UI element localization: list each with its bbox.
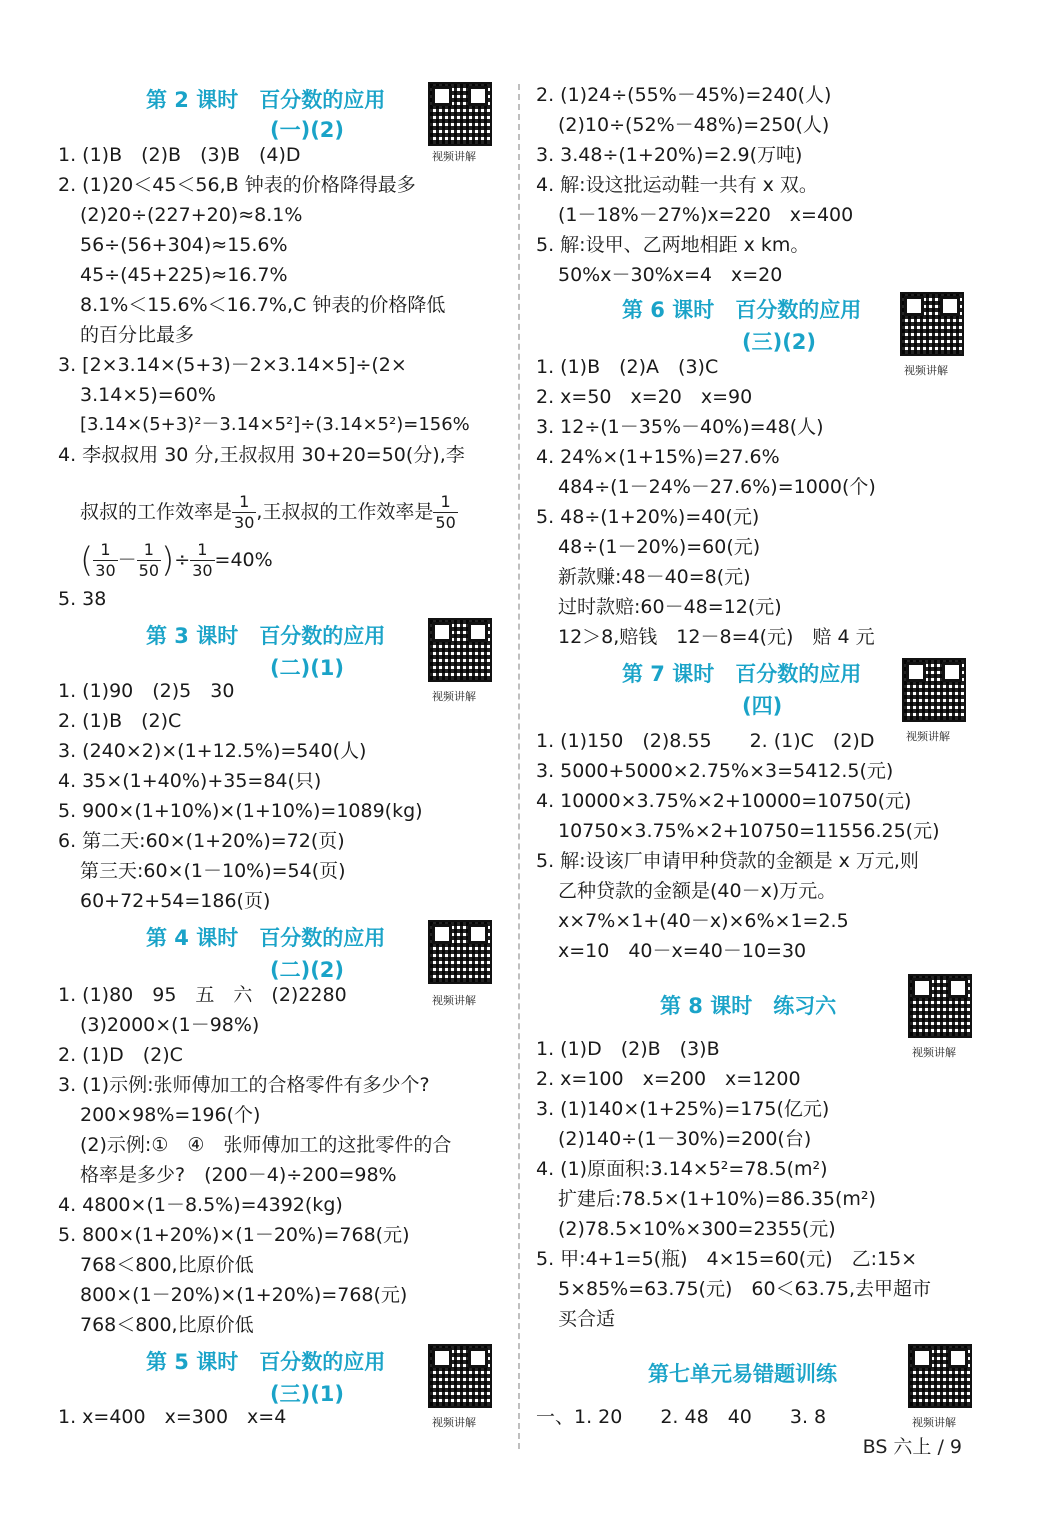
section-subtitle: (二)(2) — [270, 958, 345, 982]
answer-line: 5×85%=63.75(元) 60＜63.75,去甲超市 — [558, 1278, 931, 1300]
answer-line: (1－18%－27%)x=220 x=400 — [558, 204, 854, 226]
answer-line: 1. (1)D (2)B (3)B — [536, 1038, 720, 1060]
answer-text: ,王叔叔的工作效率是 — [256, 501, 434, 523]
section-title: 第七单元易错题训练 — [648, 1362, 837, 1386]
fraction-expression: ( $\frac{1}{30}$ － $\frac{1}{50}$ )÷ $\frac{1}{30}$ =40% — [80, 540, 273, 581]
answer-line: 乙种贷款的金额是(40－x)万元。 — [558, 880, 837, 902]
answer-line: 过时款赔:60－48=12(元) — [558, 596, 782, 618]
answer-line: 12＞8,赔钱 12－8=4(元) 赔 4 元 — [558, 626, 875, 648]
answer-line: (3)2000×(1－98%) — [80, 1014, 260, 1036]
qr-code[interactable] — [428, 618, 492, 682]
fraction: $\frac{1}{30}$ — [234, 492, 255, 532]
qr-code[interactable] — [902, 658, 966, 722]
answer-line: 4. 4800×(1－8.5%)=4392(kg) — [58, 1194, 343, 1216]
section-subtitle: (二)(1) — [270, 656, 345, 680]
answer-line: 45÷(45+225)≈16.7% — [80, 264, 288, 286]
answer-line: 1. (1)80 95 五 六 (2)2280 — [58, 984, 347, 1006]
answer-line: 200×98%=196(个) — [80, 1104, 261, 1126]
answer-line: x=10 40－x=40－10=30 — [558, 940, 807, 962]
answer-line: 4. 35×(1+40%)+35=84(只) — [58, 770, 322, 792]
answer-line: 一、1. 20 2. 48 40 3. 8 — [536, 1406, 827, 1428]
answer-line: 3. (1)140×(1+25%)=175(亿元) — [536, 1098, 830, 1120]
answer-line: 8.1%＜15.6%＜16.7%,C 钟表的价格降低 — [80, 294, 446, 316]
answer-line: 3. 3.48÷(1+20%)=2.9(万吨) — [536, 144, 803, 166]
answer-line: 3. 5000+5000×2.75%×3=5412.5(元) — [536, 760, 894, 782]
answer-line: 3. (240×2)×(1+12.5%)=540(人) — [58, 740, 367, 762]
answer-line: 新款赚:48－40=8(元) — [558, 566, 751, 588]
answer-line: 5. 900×(1+10%)×(1+10%)=1089(kg) — [58, 800, 423, 822]
answer-line: 768＜800,比原价低 — [80, 1314, 254, 1336]
answer-line: 1. (1)B (2)B (3)B (4)D — [58, 144, 301, 166]
answer-line: (2)20÷(227+20)≈8.1% — [80, 204, 303, 226]
answer-line: 5. 解:设该厂申请甲种贷款的金额是 x 万元,则 — [536, 850, 919, 872]
answer-line: 1. (1)B (2)A (3)C — [536, 356, 719, 378]
answer-text: =40% — [214, 549, 273, 571]
answer-line: 格率是多少? (200－4)÷200=98% — [80, 1164, 397, 1186]
answer-line: 2. (1)20＜45＜56,B 钟表的价格降得最多 — [58, 174, 416, 196]
answer-line: 4. 24%×(1+15%)=27.6% — [536, 446, 780, 468]
answer-line: 10750×3.75%×2+10750=11556.25(元) — [558, 820, 940, 842]
qr-label: 视频讲解 — [432, 1416, 476, 1429]
answer-line: 2. x=100 x=200 x=1200 — [536, 1068, 801, 1090]
qr-label: 视频讲解 — [906, 730, 950, 743]
answer-line: 扩建后:78.5×(1+10%)=86.35(m²) — [558, 1188, 876, 1210]
section-title: 第 2 课时 百分数的应用 — [146, 88, 386, 112]
qr-code[interactable] — [908, 1344, 972, 1408]
answer-line: 800×(1－20%)×(1+20%)=768(元) — [80, 1284, 408, 1306]
answer-line: 1. x=400 x=300 x=4 — [58, 1406, 287, 1428]
answer-line: 买合适 — [558, 1308, 616, 1330]
qr-label: 视频讲解 — [912, 1046, 956, 1059]
qr-label: 视频讲解 — [432, 690, 476, 703]
qr-label: 视频讲解 — [432, 150, 476, 163]
answer-line: x×7%×1+(40－x)×6%×1=2.5 — [558, 910, 849, 932]
answer-line: 4. 10000×3.75%×2+10000=10750(元) — [536, 790, 912, 812]
answer-line: 6. 第二天:60×(1+20%)=72(页) — [58, 830, 345, 852]
answer-line: 2. x=50 x=20 x=90 — [536, 386, 753, 408]
section-title: 第 6 课时 百分数的应用 — [622, 298, 862, 322]
answer-line: 的百分比最多 — [80, 324, 195, 346]
qr-code[interactable] — [428, 920, 492, 984]
qr-label: 视频讲解 — [912, 1416, 956, 1429]
section-subtitle: (三)(2) — [742, 330, 817, 354]
answer-line: [3.14×(5+3)²－3.14×5²]÷(3.14×5²)=156% — [80, 414, 470, 435]
answer-line: 768＜800,比原价低 — [80, 1254, 254, 1276]
answer-line: 第三天:60×(1－10%)=54(页) — [80, 860, 346, 882]
answer-line: 4. (1)原面积:3.14×5²=78.5(m²) — [536, 1158, 828, 1180]
answer-line: 60+72+54=186(页) — [80, 890, 271, 912]
column-divider — [518, 84, 520, 1449]
answer-line: 2. (1)B (2)C — [58, 710, 182, 732]
qr-code[interactable] — [428, 1344, 492, 1408]
answer-line: (2)78.5×10%×300=2355(元) — [558, 1218, 836, 1240]
answer-line: (2)10÷(52%－48%)=250(人) — [558, 114, 830, 136]
qr-label: 视频讲解 — [432, 994, 476, 1007]
answer-line: 5. 800×(1+20%)×(1－20%)=768(元) — [58, 1224, 410, 1246]
answer-line: 5. 38 — [58, 588, 107, 610]
answer-line: 3. [2×3.14×(5+3)－2×3.14×5]÷(2× — [58, 354, 407, 376]
section-subtitle: (一)(2) — [270, 118, 345, 142]
section-title: 第 5 课时 百分数的应用 — [146, 1350, 386, 1374]
answer-line: 5. 解:设甲、乙两地相距 x km。 — [536, 234, 810, 256]
fraction-line — [80, 492, 458, 533]
section-title: 第 8 课时 练习六 — [660, 994, 837, 1018]
answer-line: 4. 解:设这批运动鞋一共有 x 双。 — [536, 174, 818, 196]
answer-line: 1. (1)150 (2)8.55 2. (1)C (2)D — [536, 730, 875, 752]
answer-text: 叔叔的工作效率是 — [80, 501, 233, 523]
answer-line: 3.14×5)=60% — [80, 384, 216, 406]
fraction: $\frac{1}{50}$ — [138, 540, 159, 580]
qr-code[interactable] — [900, 292, 964, 356]
answer-line: 48÷(1－20%)=60(元) — [558, 536, 761, 558]
section-title: 第 7 课时 百分数的应用 — [622, 662, 862, 686]
answer-line: 3. 12÷(1－35%－40%)=48(人) — [536, 416, 824, 438]
section-subtitle: (三)(1) — [270, 1382, 345, 1406]
answer-line: 5. 甲:4+1=5(瓶) 4×15=60(元) 乙:15× — [536, 1248, 918, 1270]
answer-line: 50%x－30%x=4 x=20 — [558, 264, 783, 286]
qr-label: 视频讲解 — [904, 364, 948, 377]
section-subtitle: (四) — [742, 694, 783, 718]
fraction: $\frac{1}{30}$ — [192, 540, 213, 580]
section-title: 第 3 课时 百分数的应用 — [146, 624, 386, 648]
answer-line: 484÷(1－24%－27.6%)=1000(个) — [558, 476, 876, 498]
answer-line: 2. (1)24÷(55%－45%)=240(人) — [536, 84, 832, 106]
answer-line: 5. 48÷(1+20%)=40(元) — [536, 506, 760, 528]
answer-line: 4. 李叔叔用 30 分,王叔叔用 30+20=50(分),李 — [58, 444, 465, 466]
answer-line: 3. (1)示例:张师傅加工的合格零件有多少个? — [58, 1074, 430, 1096]
answer-line: (2)示例:① ④ 张师傅加工的这批零件的合 — [80, 1134, 452, 1156]
qr-code[interactable] — [428, 82, 492, 146]
fraction: $\frac{1}{50}$ — [435, 492, 456, 532]
answer-line: (2)140÷(1－30%)=200(台) — [558, 1128, 812, 1150]
section-title: 第 4 课时 百分数的应用 — [146, 926, 386, 950]
answer-line: 2. (1)D (2)C — [58, 1044, 183, 1066]
answer-line: 56÷(56+304)≈15.6% — [80, 234, 288, 256]
qr-code[interactable] — [908, 974, 972, 1038]
answer-line: 1. (1)90 (2)5 30 — [58, 680, 235, 702]
fraction: $\frac{1}{30}$ — [95, 540, 116, 580]
page-number: BS 六上 / 9 — [862, 1436, 962, 1458]
